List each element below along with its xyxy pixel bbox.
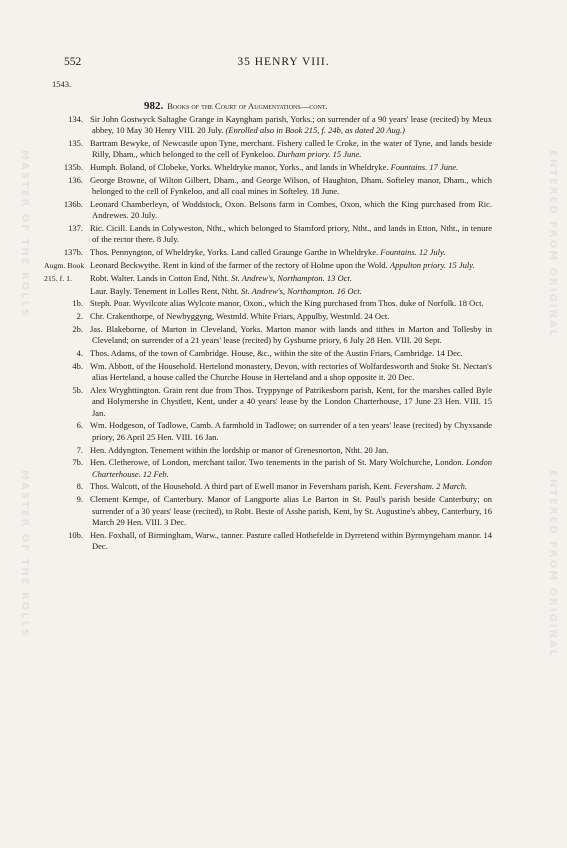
watermark-stamp-left: MASTER OF THE ROLLS bbox=[19, 150, 30, 319]
entry-number: 136b. bbox=[63, 199, 83, 210]
margin-note bbox=[0, 223, 50, 246]
entry-number: 137. bbox=[68, 223, 83, 234]
entry-row bbox=[0, 114, 567, 137]
entry-row bbox=[0, 348, 567, 359]
entry-text: Laur. Bayly. Tenement in Lolles Rent, Ntht. St. Andrew's, Northampton. 16 Oct. bbox=[90, 285, 362, 296]
entry-number: 7b. bbox=[72, 457, 83, 468]
entry-row bbox=[0, 324, 567, 347]
entry-row bbox=[0, 445, 567, 456]
entry-row bbox=[0, 361, 567, 384]
margin-note bbox=[0, 324, 50, 347]
entry-number bbox=[50, 286, 92, 297]
entry-number: 136. bbox=[68, 174, 83, 185]
margin-note bbox=[0, 162, 50, 173]
margin-note: 215. f. 1. bbox=[44, 273, 72, 283]
margin-note bbox=[0, 445, 50, 456]
margin-note bbox=[0, 494, 50, 528]
entry-text: Thos. Adams, of the town of Cambridge. House, &c., within the site of the Austin Friars, Cambridge. 14 Dec. bbox=[90, 348, 463, 359]
entry-number: 135b. bbox=[63, 162, 83, 173]
entry-number: 2. bbox=[76, 311, 83, 322]
entry-text: George Browne, of Wilton Gilbert, Dham., and George Wilson, of Haughton, Dham. Softeley manor, Dham., which belonged to the cell of Fynkeloo, and all coal mines in Softeley. 18 June. bbox=[90, 174, 492, 197]
entry-text: Thos. Walcott, of the Household. A third part of Ewell manor in Feversham parish, Kent. Feversham. 2 March. bbox=[90, 481, 468, 492]
entry-number: 10b. bbox=[68, 529, 83, 540]
margin-note bbox=[0, 481, 50, 492]
entry-row bbox=[0, 260, 567, 271]
entry-row bbox=[0, 311, 567, 322]
margin-note bbox=[0, 286, 50, 297]
entry-text: Bartram Bewyke, of Newcastle upon Tyne, merchant. Fishery called le Croke, in the water of Tyne, and lands beside Rilly, Dham., which belonged to the cell of Fynkeloo. Durham priory. 15 June. bbox=[90, 138, 492, 160]
margin-note bbox=[0, 385, 50, 419]
margin-note bbox=[0, 199, 50, 222]
entry-text: Clement Kempe, of Canterbury. Manor of Langporte alias Le Barton in St. Paul's parish beside Canterbury; on surrender of a 30 years' lease (recited), to Robt. Beste of Asshe parish, Kent, by St. Augustine's abbey, Canterbury, 16 March 29 Hen. VIII. 3 Dec. bbox=[90, 494, 492, 527]
entry-text: Wm. Hodgeson, of Tadlowe, Camb. A farmhold in Tadlowe; on surrender of a ten years' lease (recited) by Chyxsande priory, 26 April 25 Hen. VIII. 16 Jan. bbox=[90, 420, 492, 442]
watermark-stamp-left-lower: MASTER OF THE ROLLS bbox=[19, 470, 30, 639]
entry-number: 1b. bbox=[72, 298, 83, 309]
entry-text: Sir John Gostwyck Saltaghe Grange in Kayngham parish, Yorks.; on surrender of a 90 years' lease (recited) by Meux abbey, 10 May 30 Henry VIII. 20 July. (Enrolled also in Book 215, f. 24b, as dated 20 Aug.) bbox=[90, 114, 492, 136]
entry-text: Leonard Beckwythe. Rent in kind of the farmer of the rectory of Holme upon the Wold. Appulton priory. 15 July. bbox=[90, 260, 475, 271]
entry-number bbox=[50, 260, 92, 271]
entry-row bbox=[0, 481, 567, 492]
entry-row bbox=[0, 247, 567, 258]
margin-note bbox=[0, 114, 50, 137]
entry-text: Wm. Abbott, of the Household. Hertelond monastery, Devon, with rectories of Wolfardesworth and Stoke St. Nectan's alias Herteland, a house called the Churche House in Herteland and a shop opposite it. 20 Dec. bbox=[90, 360, 492, 383]
entry-row bbox=[0, 223, 567, 246]
watermark-stamp-right: ENTERED FROM ORIGINAL bbox=[547, 150, 558, 338]
entry-text: Hen. Cletherowe, of London, merchant tailor. Two tenements in the parish of St. Mary Wolchurche, London. London Charterhouse. 12 Feb. bbox=[90, 457, 492, 479]
margin-note bbox=[0, 298, 50, 309]
entry-row bbox=[0, 286, 567, 297]
entry-row bbox=[0, 530, 567, 553]
entry-row bbox=[0, 162, 567, 173]
year-marker: 1543. bbox=[52, 79, 72, 89]
entry-row bbox=[0, 298, 567, 309]
entry-number: 8. bbox=[76, 481, 83, 492]
page-number: 552 bbox=[64, 56, 82, 68]
entry-text: Hen. Addyngton. Tenement within the lordship or manor of Grenesnorton, Ntht. 20 Jan. bbox=[90, 444, 389, 455]
entry-text: Ric. Cicill. Lands in Colyweston, Ntht., which belonged to Stamford priory, Ntht., and lands in Etton, Ntht., in tenure of the rector there. 8 July. bbox=[90, 223, 492, 245]
margin-note bbox=[0, 348, 50, 359]
entry-text: Leonard Chamberleyn, of Woddstock, Oxon. Belsons farm in Combes, Oxon, which the King purchased from Ric. Andrewes. 20 July. bbox=[90, 199, 492, 221]
margin-note bbox=[0, 420, 50, 443]
entry-text: Humph. Boland, of Clobeke, Yorks. Wheldryke manor, Yorks., and lands in Wheldryke. Fountains. 17 June. bbox=[90, 162, 459, 173]
entry-number: 5b. bbox=[72, 385, 83, 396]
entry-row bbox=[0, 385, 567, 419]
entry-row bbox=[0, 138, 567, 161]
margin-note bbox=[0, 138, 50, 161]
entry-row bbox=[0, 175, 567, 198]
entry-row bbox=[0, 494, 567, 528]
watermark-stamp-right-lower: ENTERED FROM ORIGINAL bbox=[547, 470, 558, 658]
entry-row bbox=[0, 457, 567, 480]
entry-number: 2b. bbox=[72, 324, 83, 335]
running-title: 35 HENRY VIII. bbox=[237, 56, 330, 68]
entries-list bbox=[0, 114, 567, 554]
margin-note bbox=[0, 175, 50, 198]
margin-note bbox=[0, 311, 50, 322]
margin-note: Augm. Book bbox=[44, 261, 85, 271]
section-title bbox=[144, 100, 328, 112]
entry-number: 137b. bbox=[63, 247, 83, 258]
entry-text: Steph. Poar. Wyvilcote alias Wylcote manor, Oxon., which the King purchased from Thos. duke of Norfolk. 18 Oct. bbox=[90, 298, 484, 309]
entry-text: Robt. Walter. Lands in Cotton End, Ntht. St. Andrew's, Northampton. 13 Oct. bbox=[90, 272, 352, 283]
entry-number bbox=[50, 273, 92, 284]
margin-note bbox=[0, 361, 50, 384]
entry-text: Jas. Blakeborne, of Marton in Cleveland, Yorks. Marton manor with lands and tithes in Marton and Tollesby in Cleveland; on surrender of a 21 years' lease (recited) by Gysburne priory, 6 July 28 Hen. VIII. 20 Sept. bbox=[90, 324, 492, 346]
entry-text: Alex Wryghttington. Grain rent due from Thos. Tryppynge of Patrikesborn parish, Kent, for the marshes called Byle and Holymershe in Chystlett, Kent, under a 40 years' lease by the London Charterhouse, 17 June 23 Hen. VIII. 15 Jan. bbox=[90, 385, 492, 418]
entry-text: Hen. Foxhall, of Birmingham, Warw., tanner. Pasture called Hothefelde in Dyrretend within Byrmyngeham manor. 14 Dec. bbox=[90, 529, 492, 551]
entry-row bbox=[0, 199, 567, 222]
entry-number: 9. bbox=[76, 494, 83, 505]
entry-number: 4b. bbox=[72, 360, 83, 371]
entry-number: 7. bbox=[76, 444, 83, 455]
entry-row bbox=[0, 420, 567, 443]
entry-number: 135. bbox=[68, 138, 83, 149]
entry-number: 6. bbox=[76, 420, 83, 431]
entry-number: 4. bbox=[76, 348, 83, 359]
section-number: 982. bbox=[144, 100, 164, 112]
entry-text: Thos. Pennyngton, of Wheldryke, Yorks. Land called Graunge Garthe in Wheldryke. Fountains. 12 July. bbox=[90, 247, 446, 258]
margin-note bbox=[0, 457, 50, 480]
section-heading: Books of the Court of Augmentations—cont. bbox=[167, 101, 328, 111]
margin-note bbox=[0, 247, 50, 258]
entry-text: Chr. Crakenthorpe, of Newbyggyng, Westmld. White Friars, Appulby, Westmld. 24 Oct. bbox=[90, 311, 390, 322]
entry-number: 134. bbox=[68, 114, 83, 124]
entry-row bbox=[0, 273, 567, 284]
margin-note bbox=[0, 530, 50, 553]
running-header bbox=[0, 56, 567, 72]
